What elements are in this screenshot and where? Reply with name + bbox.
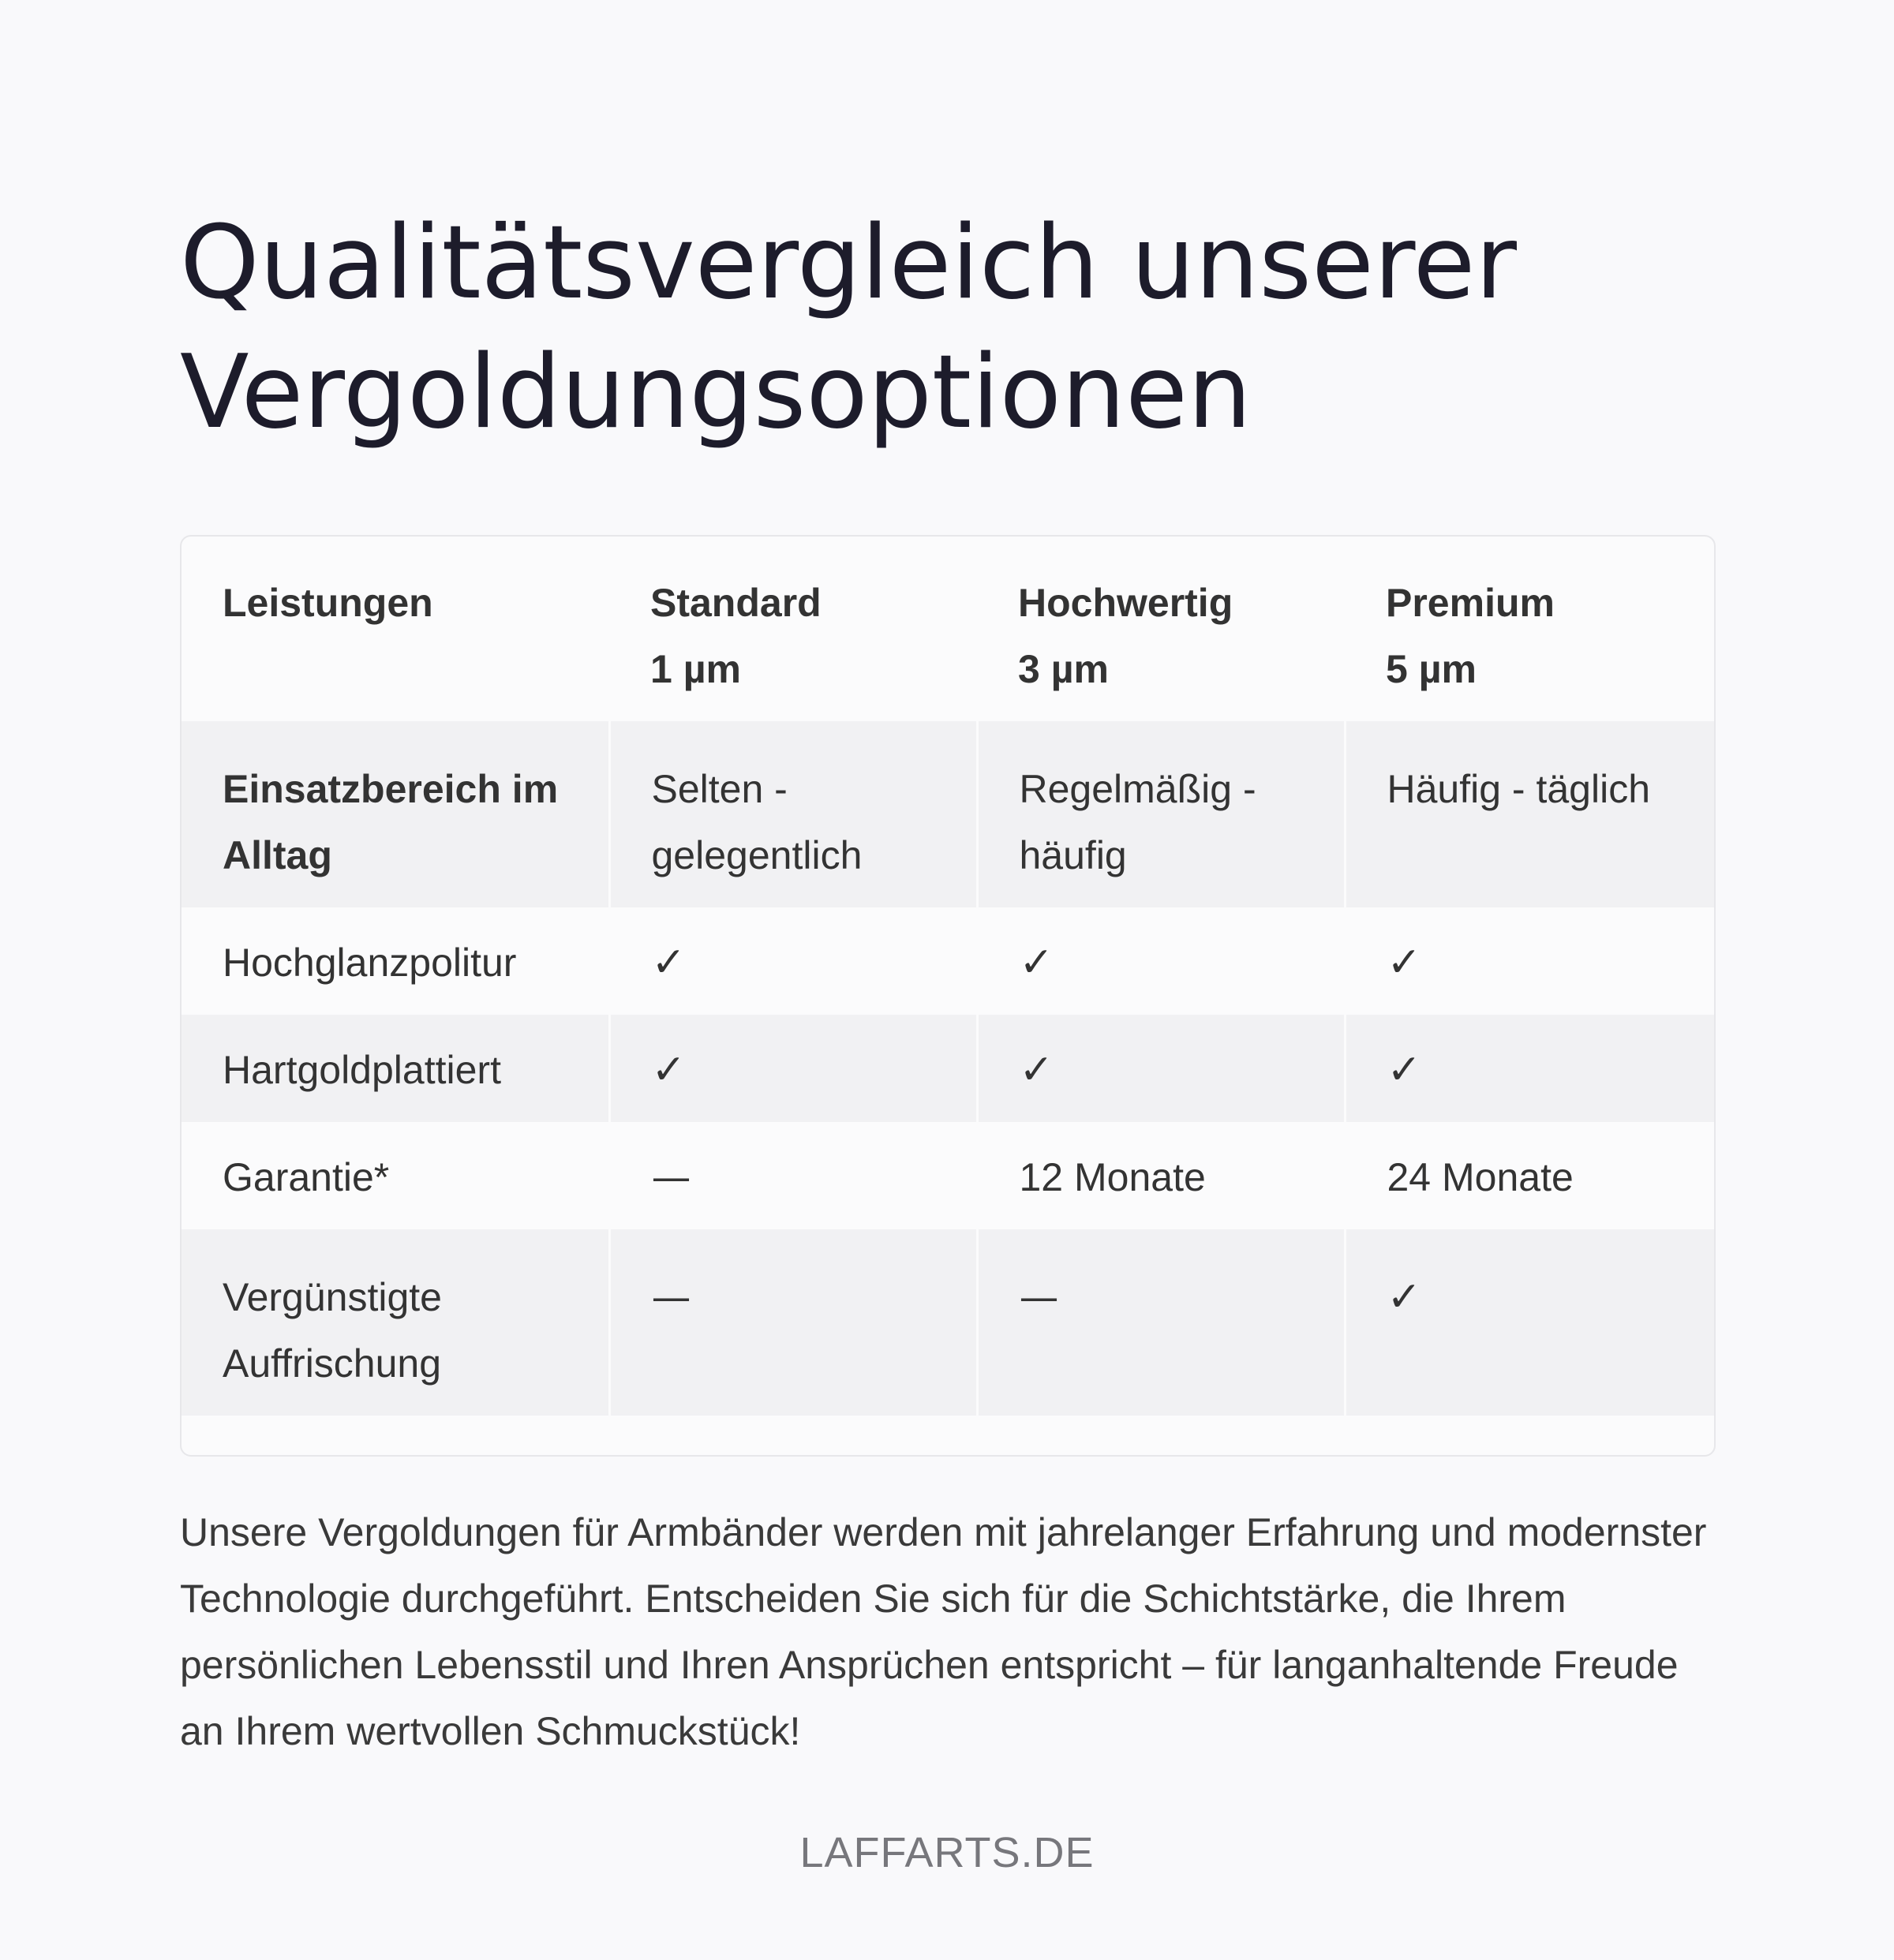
- dash-icon: —: [977, 1229, 1345, 1416]
- cell-premium: Häufig - täglich: [1345, 721, 1714, 907]
- check-icon: ✓: [609, 1015, 977, 1122]
- header-premium: [1345, 537, 1714, 721]
- header-label: Premium: [1386, 581, 1555, 625]
- page-title: Qualitätsvergleich unserer Vergoldungsoptionen: [180, 204, 1517, 451]
- table-row-garantie: [182, 1122, 1714, 1229]
- header-thickness: 1 µm: [650, 647, 741, 691]
- cell-premium: 24 Monate: [1345, 1122, 1714, 1229]
- row-label: Hartgoldplattiert: [182, 1015, 609, 1122]
- table-row-hochglanzpolitur: [182, 907, 1714, 1015]
- table-row-hartgoldplattiert: [182, 1015, 1714, 1122]
- header-label: Hochwertig: [1018, 581, 1233, 625]
- row-label: Vergünstigte Auffrischung: [182, 1229, 609, 1416]
- header-hochwertig: [977, 537, 1345, 721]
- row-label: Garantie*: [182, 1122, 609, 1229]
- check-icon: ✓: [977, 907, 1345, 1015]
- page: [180, 0, 1714, 1876]
- header-leistungen: [182, 537, 609, 721]
- header-standard: [609, 537, 977, 721]
- header-thickness: 3 µm: [1018, 647, 1109, 691]
- table-row-einsatzbereich: [182, 721, 1714, 907]
- description-text: Unsere Vergoldungen für Armbänder werden mit jahrelanger Erfahrung und modernster Technologie durchgeführt. Entscheiden Sie sich für die Schichtstärke, die Ihrem persönlichen Lebensstil und Ihren Ansprüchen entspricht – für langanhaltende Freude an Ihrem wertvollen Schmuckstück!: [180, 1510, 1707, 1753]
- cell-hochwertig: 12 Monate: [977, 1122, 1345, 1229]
- table-header-row: [182, 537, 1714, 721]
- check-icon: ✓: [1345, 1229, 1714, 1416]
- cell-standard: Selten - gelegentlich: [609, 721, 977, 907]
- header-label: Standard: [650, 581, 822, 625]
- comparison-table: [182, 537, 1714, 1416]
- check-icon: ✓: [609, 907, 977, 1015]
- header-thickness: 5 µm: [1386, 647, 1477, 691]
- footer-brand: LAFFARTS.DE: [799, 1829, 1095, 1876]
- dash-icon: —: [609, 1229, 977, 1416]
- check-icon: ✓: [1345, 1015, 1714, 1122]
- table-row-auffrischung: [182, 1229, 1714, 1416]
- dash-icon: —: [609, 1122, 977, 1229]
- row-label: Hochglanzpolitur: [182, 907, 609, 1015]
- check-icon: ✓: [977, 1015, 1345, 1122]
- check-icon: ✓: [1345, 907, 1714, 1015]
- header-label: Leistungen: [223, 581, 433, 625]
- row-label: Einsatzbereich im Alltag: [182, 721, 609, 907]
- comparison-table-card: [180, 535, 1716, 1457]
- cell-hochwertig: Regelmäßig - häufig: [977, 721, 1345, 907]
